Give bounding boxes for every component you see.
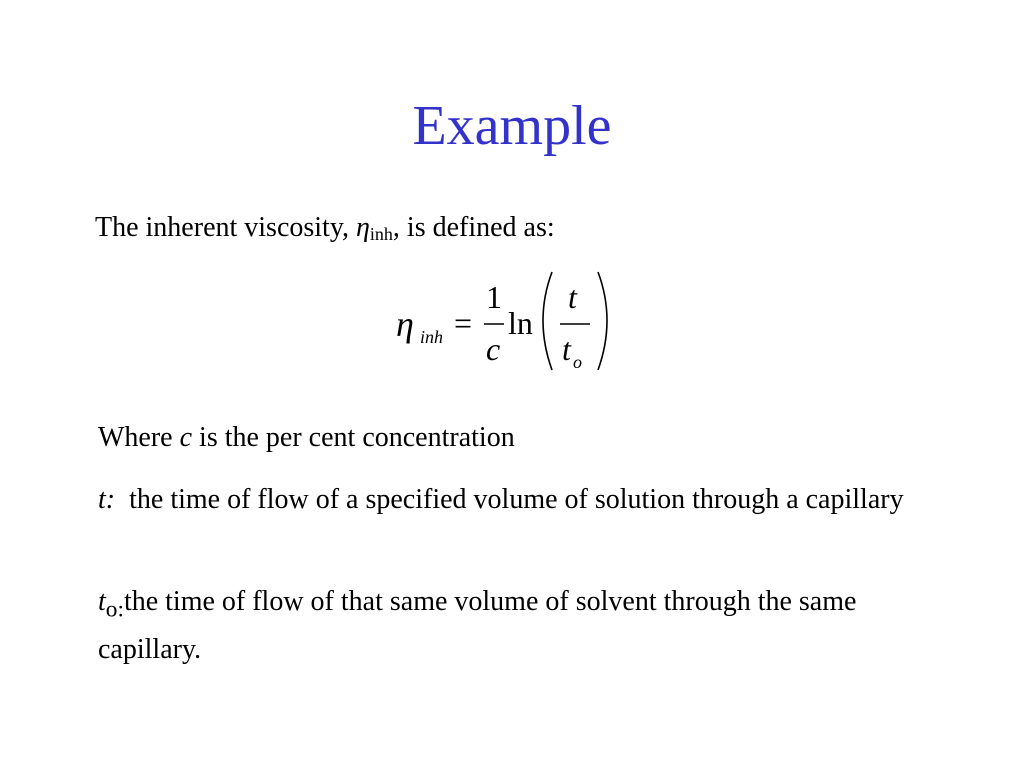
- definition-t0-var: t: [98, 586, 106, 617]
- intro-sentence: [95, 211, 555, 245]
- where-var: c: [179, 422, 193, 453]
- intro-suffix: , is defined as:: [392, 212, 555, 243]
- definition-t0-subscript: o:: [105, 596, 124, 623]
- eq-inner-denominator: t: [562, 331, 571, 367]
- definition-t0: [98, 582, 958, 670]
- eq-right-paren: [598, 272, 607, 370]
- eq-left-paren: [543, 272, 552, 370]
- definition-t-var: t:: [98, 484, 116, 515]
- eq-lhs-subscript: inh: [420, 327, 444, 347]
- inherent-viscosity-equation: [390, 266, 630, 378]
- eq-inner-denominator-subscript: o: [573, 352, 582, 372]
- eq-inner-numerator: t: [568, 279, 577, 315]
- intro-eta-symbol: η: [356, 212, 370, 243]
- where-suffix: is the per cent concentration: [192, 422, 515, 453]
- where-prefix: Where: [98, 422, 180, 453]
- eq-equals: =: [454, 305, 473, 341]
- slide-title: Example: [412, 95, 612, 157]
- where-line: [98, 418, 515, 458]
- definition-t0-text: the time of flow of that same volume of solvent through the same capillary.: [98, 586, 857, 665]
- intro-prefix: The inherent viscosity,: [95, 212, 357, 243]
- eq-lhs-eta: η: [396, 304, 414, 344]
- eq-fraction-numerator: 1: [486, 279, 502, 315]
- intro-eta-subscript: inh: [369, 224, 393, 244]
- eq-fraction-denominator: c: [486, 331, 501, 367]
- definition-t-text: the time of flow of a specified volume of solution through a capillary: [115, 484, 904, 515]
- eq-ln: ln: [508, 305, 533, 341]
- definition-t: [98, 480, 948, 520]
